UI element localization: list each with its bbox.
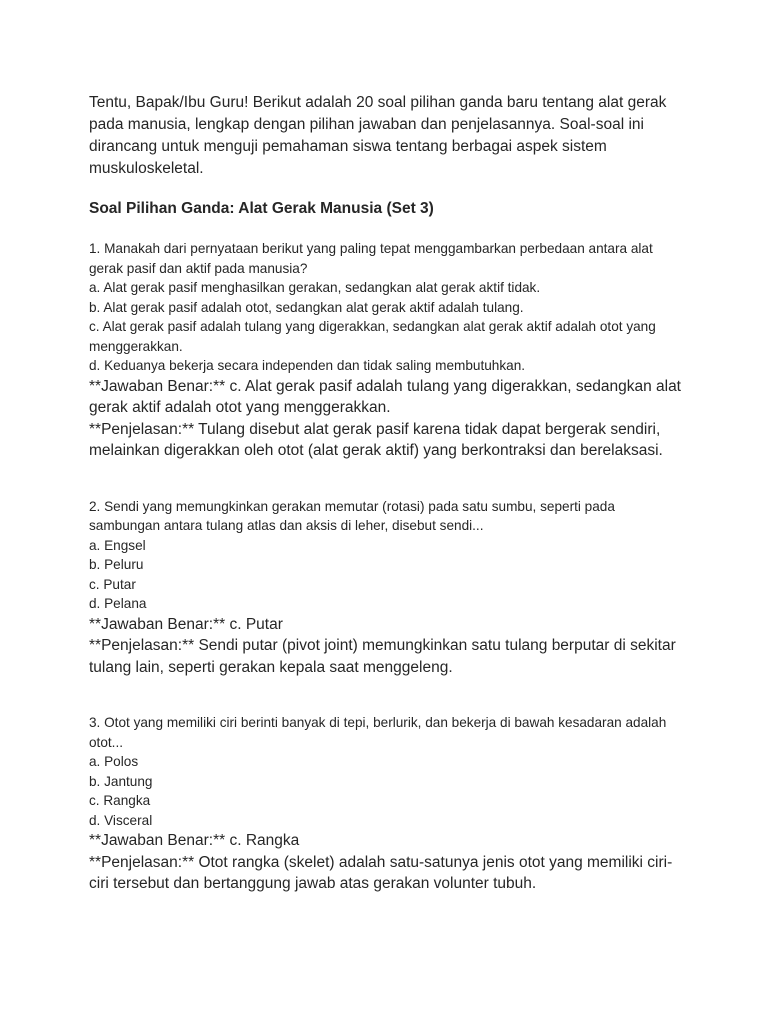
question-1 bbox=[89, 239, 689, 462]
question-text: 3. Otot yang memiliki ciri berinti banyak di tepi, berlurik, dan bekerja di bawah kesadaran adalah otot... bbox=[89, 715, 667, 750]
question-3 bbox=[89, 713, 689, 895]
section-title: Soal Pilihan Ganda: Alat Gerak Manusia (Set 3) bbox=[89, 200, 434, 217]
answer-text: **Jawaban Benar:** c. Rangka bbox=[89, 832, 300, 849]
question-text: 2. Sendi yang memungkinkan gerakan memutar (rotasi) pada satu sumbu, seperti pada sambungan antara tulang atlas dan aksis di leher, disebut sendi... bbox=[89, 498, 615, 533]
option-d: d. Keduanya bekerja secara independen dan tidak saling membutuhkan. bbox=[89, 358, 526, 373]
option-a: a. Polos bbox=[89, 754, 139, 769]
document-page bbox=[89, 92, 689, 895]
option-b: b. Peluru bbox=[89, 557, 144, 572]
explanation-text: **Penjelasan:** Otot rangka (skelet) adalah satu-satunya jenis otot yang memiliki ciri-ciri tersebut dan bertanggung jawab atas gerakan volunter tubuh. bbox=[89, 853, 673, 892]
answer-text: **Jawaban Benar:** c. Alat gerak pasif adalah tulang yang digerakkan, sedangkan alat gerak aktif adalah otot yang menggerakkan. bbox=[89, 377, 681, 416]
option-a: a. Engsel bbox=[89, 537, 146, 553]
option-d: d. Visceral bbox=[89, 812, 153, 828]
option-d: d. Pelana bbox=[89, 596, 147, 611]
explanation-text: **Penjelasan:** Sendi putar (pivot joint) memungkinkan satu tulang berputar di sekitar tulang lain, seperti gerakan kepala saat menggeleng. bbox=[89, 637, 676, 676]
option-c: c. Rangka bbox=[89, 793, 151, 808]
option-b: b. Alat gerak pasif adalah otot, sedangkan alat gerak aktif adalah tulang. bbox=[89, 299, 524, 315]
option-a: a. Alat gerak pasif menghasilkan gerakan, sedangkan alat gerak aktif tidak. bbox=[89, 280, 541, 295]
intro-paragraph: Tentu, Bapak/Ibu Guru! Berikut adalah 20 soal pilihan ganda baru tentang alat gerak pada manusia, lengkap dengan pilihan jawaban dan penjelasannya. Soal-soal ini dirancang untuk menguji pemahaman siswa tentang berbagai aspek sistem muskuloskeletal. bbox=[89, 94, 667, 177]
option-b: b. Jantung bbox=[89, 773, 153, 789]
option-c: c. Putar bbox=[89, 576, 136, 592]
explanation-text: **Penjelasan:** Tulang disebut alat gerak pasif karena tidak dapat bergerak sendiri, melainkan digerakkan oleh otot (alat gerak aktif) yang berkontraksi dan berelaksasi. bbox=[89, 420, 663, 459]
question-2 bbox=[89, 497, 689, 679]
question-text: 1. Manakah dari pernyataan berikut yang paling tepat menggambarkan perbedaan antara alat gerak pasif dan aktif pada manusia? bbox=[89, 241, 653, 276]
answer-text: **Jawaban Benar:** c. Putar bbox=[89, 615, 283, 633]
option-c: c. Alat gerak pasif adalah tulang yang digerakkan, sedangkan alat gerak aktif adalah otot yang menggerakkan. bbox=[89, 319, 656, 354]
